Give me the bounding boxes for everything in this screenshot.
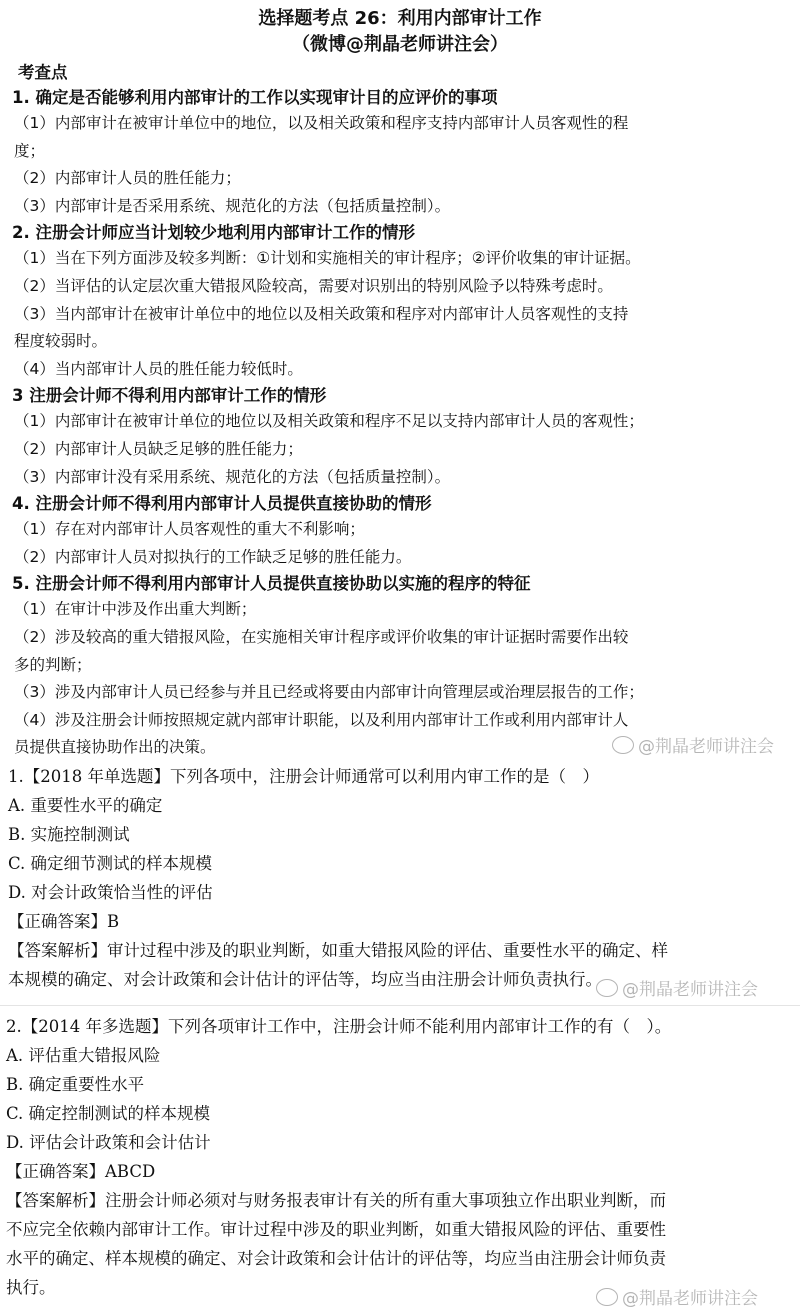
point-line: （1）存在对内部审计人员客观性的重大不利影响； [14, 520, 365, 539]
explanation-line: 执行。 [6, 1278, 56, 1297]
point-line: 度； [14, 141, 46, 160]
point-heading: 2. 注册会计师应当计划较少地利用内部审计工作的情形 [12, 223, 415, 243]
point-line: （2）当评估的认定层次重大错报风险较高，需要对识别出的特别风险予以特殊考虑时。 [14, 276, 613, 295]
watermark: @荆晶老师讲注会 [596, 975, 758, 1000]
point-line: （1）内部审计在被审计单位的地位以及相关政策和程序不足以支持内部审计人员的客观性； [14, 412, 644, 431]
watermark: @荆晶老师讲注会 [612, 732, 774, 757]
key-points-section [0, 60, 800, 762]
explanation-line: 不应完全依赖内部审计工作。审计过程中涉及的职业判断，如重大错报风险的评估、重要性 [6, 1220, 666, 1239]
point-line: （3）内部审计是否采用系统、规范化的方法（包括质量控制）。 [14, 196, 451, 215]
option-d: D. 对会计政策恰当性的评估 [8, 883, 213, 902]
question-stem: 2.【2014 年多选题】下列各项审计工作中，注册会计师不能利用内部审计工作的有（ ）。 [6, 1017, 672, 1036]
point-heading: 3 注册会计师不得利用内部审计工作的情形 [12, 386, 327, 406]
point-line: 员提供直接协助作出的决策。 [14, 738, 216, 757]
point-line: （1）内部审计在被审计单位中的地位，以及相关政策和程序支持内部审计人员客观性的程 [14, 114, 629, 132]
option-d: D. 评估会计政策和会计估计 [6, 1133, 211, 1152]
point-line: （3）当内部审计在被审计单位中的地位以及相关政策和程序对内部审计人员客观性的支持 [14, 304, 629, 323]
point-line: （2）涉及较高的重大错报风险，在实施相关审计程序或评价收集的审计证据时需要作出较 [14, 627, 629, 646]
weibo-icon [596, 979, 618, 997]
explanation-line: 本规模的确定、对会计政策和会计估计的评估等，均应当由注册会计师负责执行。 [8, 970, 602, 989]
weibo-icon [596, 1288, 618, 1306]
point-line: （1）当在下列方面涉及较多判断：①计划和实施相关的审计程序；②评价收集的审计证据。 [14, 249, 641, 268]
point-line: （3）涉及内部审计人员已经参与并且已经或将要由内部审计向管理层或治理层报告的工作； [14, 683, 644, 702]
point-1 [0, 85, 800, 220]
point-line: （2）内部审计人员对拟执行的工作缺乏足够的胜任能力。 [14, 547, 412, 566]
question-2 [0, 1012, 800, 1302]
point-line: （2）内部审计人员的胜任能力； [14, 169, 241, 188]
point-heading: 4. 注册会计师不得利用内部审计人员提供直接协助的情形 [12, 494, 432, 514]
point-2 [0, 220, 800, 383]
point-heading: 1. 确定是否能够利用内部审计的工作以实现审计目的应评价的事项 [12, 88, 498, 107]
point-line: 多的判断； [14, 655, 92, 674]
correct-answer: 【正确答案】B [8, 912, 120, 931]
option-b: B. 实施控制测试 [8, 825, 130, 844]
point-line: （4）涉及注册会计师按照规定就内部审计职能，以及利用内部审计工作或利用内部审计人 [14, 710, 629, 729]
question-stem: 1.【2018 年单选题】下列各项中，注册会计师通常可以利用内审工作的是（ ） [8, 767, 599, 786]
weibo-icon [612, 736, 634, 754]
explanation-line: 【答案解析】注册会计师必须对与财务报表审计有关的所有重大事项独立作出职业判断，而 [6, 1191, 666, 1210]
option-c: C. 确定细节测试的样本规模 [8, 854, 213, 873]
point-line: （1）在审计中涉及作出重大判断； [14, 600, 257, 619]
option-a: A. 评估重大错报风险 [6, 1046, 161, 1065]
point-4 [0, 491, 800, 571]
question-1 [0, 762, 800, 994]
option-c: C. 确定控制测试的样本规模 [6, 1104, 211, 1123]
document-subtitle: （微博@荆晶老师讲注会） [292, 34, 508, 55]
option-a: A. 重要性水平的确定 [8, 796, 163, 815]
section-label: 考查点 [18, 63, 68, 82]
point-line: （2）内部审计人员缺乏足够的胜任能力； [14, 439, 303, 458]
explanation-line: 【答案解析】审计过程中涉及的职业判断，如重大错报风险的评估、重要性水平的确定、样 [8, 941, 668, 960]
point-line: （3）内部审计没有采用系统、规范化的方法（包括质量控制）。 [14, 467, 451, 486]
option-b: B. 确定重要性水平 [6, 1075, 145, 1094]
point-line: （4）当内部审计人员的胜任能力较低时。 [14, 359, 303, 378]
point-line: 程度较弱时。 [14, 332, 108, 351]
explanation-line: 水平的确定、样本规模的确定、对会计政策和会计估计的评估等，均应当由注册会计师负责 [6, 1249, 666, 1268]
correct-answer: 【正确答案】ABCD [6, 1162, 156, 1181]
divider [0, 1005, 800, 1006]
point-3 [0, 383, 800, 491]
watermark: @荆晶老师讲注会 [596, 1284, 758, 1309]
point-heading: 5. 注册会计师不得利用内部审计人员提供直接协助以实施的程序的特征 [12, 574, 531, 594]
document-title: 选择题考点 26：利用内部审计工作 [258, 8, 542, 29]
